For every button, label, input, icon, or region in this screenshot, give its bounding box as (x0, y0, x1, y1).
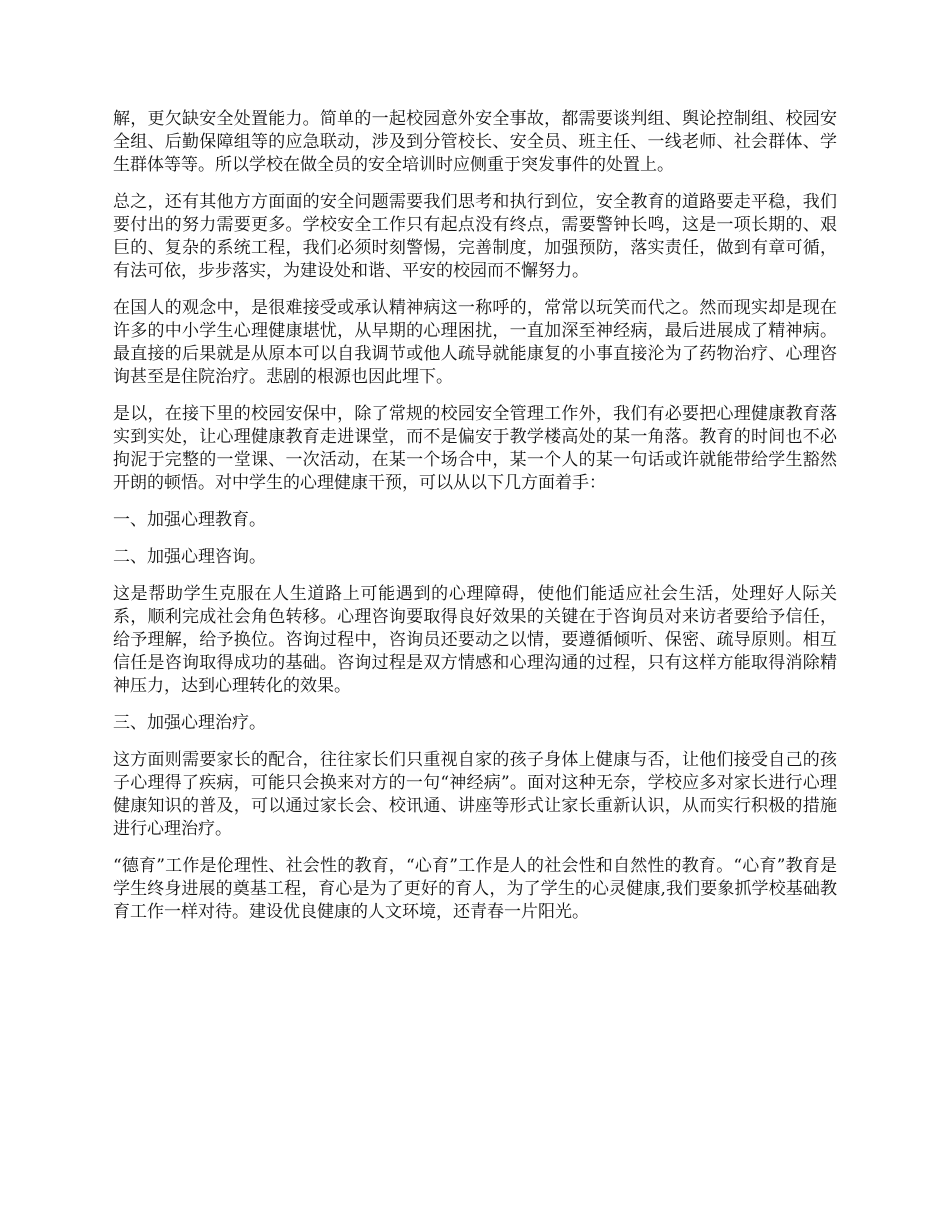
paragraph-7: “德育”工作是伦理性、社会性的教育，“心育”工作是人的社会性和自然性的教育。“心育”教育是学生终身进展的奠基工程，育心是为了更好的育人，为了学生的心灵健康,我们要象抓学校基础教育工作一样对待。建设优良健康的人文环境，还青春一片阳光。 (113, 856, 837, 922)
section-heading-1: 一、加强心理教育。 (113, 510, 266, 530)
paragraph-3: 在国人的观念中，是很难接受或承认精神病这一称呼的，常常以玩笑而代之。然而现实却是现在许多的中小学生心理健康堪忧，从早期的心理困扰，一直加深至神经病，最后进展成了精神病。最直接的后果就是从原本可以自我调节或他人疏导就能康复的小事直接沦为了药物治疗、心理咨询甚至是住院治疗。悲剧的根源也因此埋下。 (113, 298, 837, 387)
section-heading-2: 二、加强心理咨询。 (113, 547, 266, 567)
section-heading-3: 三、加强心理治疗。 (113, 713, 266, 733)
paragraph-5: 这是帮助学生克服在人生道路上可能遇到的心理障碍，使他们能适应社会生活，处理好人际关系，顺利完成社会角色转移。心理咨询要取得良好效果的关键在于咨询员对来访者要给予信任，给予理解，给予换位。咨询过程中，咨询员还要动之以情，要遵循倾听、保密、疏导原则。相互信任是咨询取得成功的基础。咨询过程是双方情感和心理沟通的过程，只有这样方能取得消除精神压力，达到心理转化的效果。 (113, 584, 837, 696)
paragraph-6: 这方面则需要家长的配合，往往家长们只重视自家的孩子身体上健康与否，让他们接受自己的孩子心理得了疾病，可能只会换来对方的一句“神经病”。面对这种无奈，学校应多对家长进行心理健康知识的普及，可以通过家长会、校讯通、讲座等形式让家长重新认识，从而实行积极的措施进行心理治疗。 (113, 750, 837, 839)
paragraph-1: 解，更欠缺安全处置能力。简单的一起校园意外安全事故，都需要谈判组、舆论控制组、校园安全组、后勤保障组等的应急联动，涉及到分管校长、安全员、班主任、一线老师、社会群体、学生群体等等。所以学校在做全员的安全培训时应侧重于突发事件的处置上。 (113, 109, 837, 175)
document-page (113, 108, 837, 938)
paragraph-2: 总之，还有其他方方面面的安全问题需要我们思考和执行到位，安全教育的道路要走平稳，我们要付出的努力需要更多。学校安全工作只有起点没有终点，需要警钟长鸣，这是一项长期的、艰巨的、复杂的系统工程，我们必须时刻警惕，完善制度，加强预防，落实责任，做到有章可循，有法可依，步步落实，为建设处和谐、平安的校园而不懈努力。 (113, 192, 837, 281)
paragraph-4: 是以，在接下里的校园安保中，除了常规的校园安全管理工作外，我们有必要把心理健康教育落实到实处，让心理健康教育走进课堂，而不是偏安于教学楼高处的某一角落。教育的时间也不必拘泥于完整的一堂课、一次活动，在某一个场合中，某一个人的某一句话或许就能带给学生豁然开朗的顿悟。对中学生的心理健康干预，可以从以下几方面着手： (113, 404, 837, 493)
